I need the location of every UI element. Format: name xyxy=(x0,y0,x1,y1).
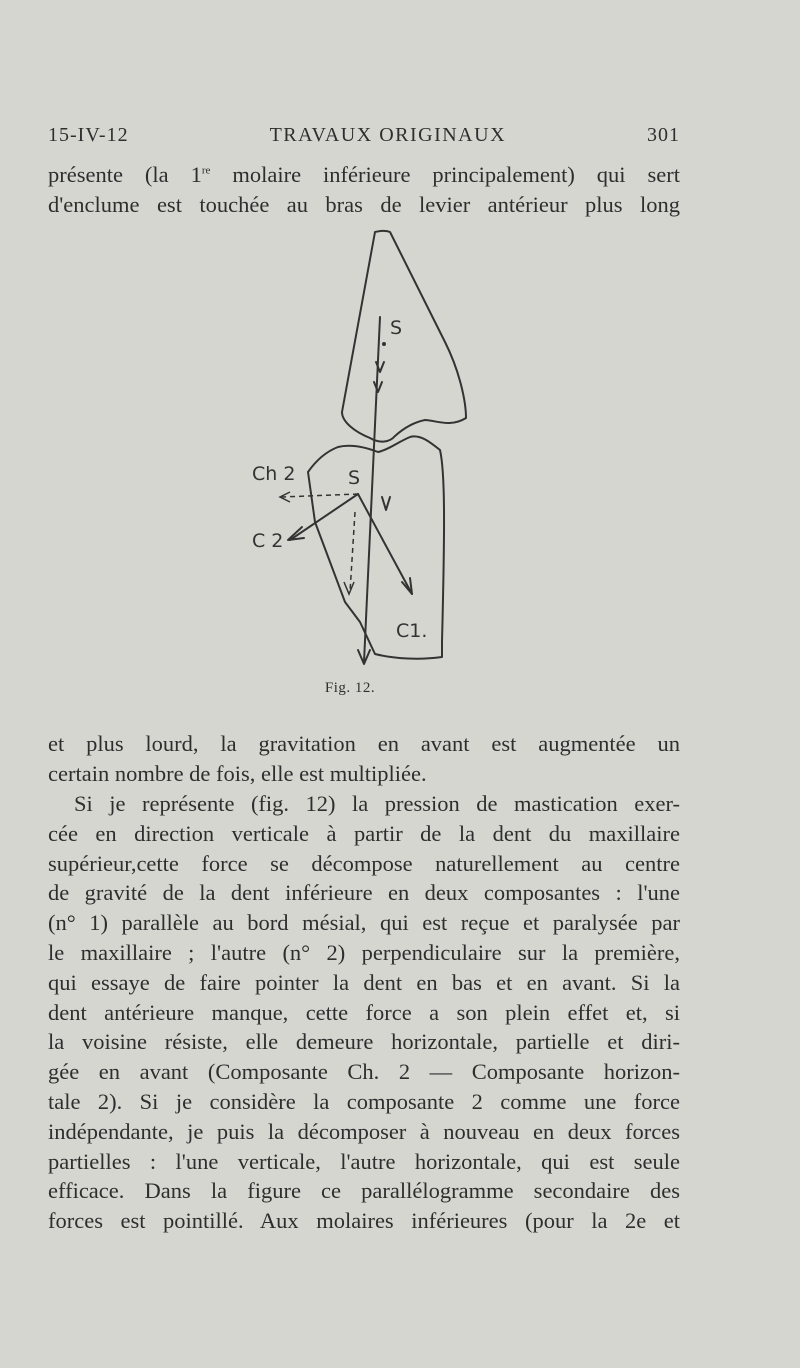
vertical-dashed-line xyxy=(350,512,355,592)
page-number: 301 xyxy=(647,124,680,146)
text-line: le maxillaire ; l'autre (n° 2) perpendiculaire sur la première, xyxy=(48,939,680,965)
figure-caption: Fig. 12. xyxy=(324,680,376,696)
body-paragraph-2 xyxy=(48,789,680,1236)
text-line: de gravité de la dent inférieure en deux composantes : l'une xyxy=(48,880,680,906)
c2-force-line xyxy=(290,494,358,540)
header-title: TRAVAUX ORIGINAUX xyxy=(269,124,507,146)
running-header xyxy=(48,124,680,147)
label-ch2: Ch 2 xyxy=(252,463,296,485)
body-paragraph-1 xyxy=(48,729,680,789)
label-c1: C1. xyxy=(396,620,428,642)
label-c2: C 2 xyxy=(252,530,284,552)
text-line: Si je représente (fig. 12) la pression de mastication exer- xyxy=(74,791,680,816)
text-line: certain nombre de fois, elle est multipliée. xyxy=(48,760,427,786)
ch2-dashed-line xyxy=(282,494,358,497)
text-line: gée en avant (Composante Ch. 2 — Composante horizon- xyxy=(48,1059,680,1085)
label-s-upper: S xyxy=(390,317,403,339)
text-line: partielles : l'une verticale, l'autre horizontale, qui est seule xyxy=(48,1148,680,1174)
text-line: indépendante, je puis la décomposer à nouveau en deux forces xyxy=(48,1118,680,1144)
text-line: présente (la 1re molaire inférieure principalement) qui sert xyxy=(48,162,680,187)
text-line: la voisine résiste, elle demeure horizontale, partielle et diri- xyxy=(48,1029,680,1055)
text-line: et plus lourd, la gravitation en avant est augmentée un xyxy=(48,731,680,756)
text-line: efficace. Dans la figure ce parallélogramme secondaire des xyxy=(48,1178,680,1204)
vertical-force-line xyxy=(364,317,380,662)
top-paragraph xyxy=(48,160,680,220)
upper-tooth-outline xyxy=(342,231,466,442)
text-line: cée en direction verticale à partir de la dent du maxillaire xyxy=(48,820,680,846)
text-line: dent antérieure manque, cette force a son plein effet et, si xyxy=(48,999,680,1025)
text-line: qui essaye de faire pointer la dent en bas et en avant. Si la xyxy=(48,969,680,995)
text-line: (n° 1) parallèle au bord mésial, qui est reçue et paralysée par xyxy=(48,910,680,936)
header-date: 15-IV-12 xyxy=(48,124,129,146)
force-diagram xyxy=(230,222,470,692)
text-line: forces est pointillé. Aux molaires inférieures (pour la 2e et xyxy=(48,1208,680,1234)
text-line: supérieur,cette force se décompose naturellement au centre xyxy=(48,850,680,876)
ordinal-superscript: re xyxy=(201,164,211,177)
label-s-lower: S xyxy=(348,467,361,489)
text-line: tale 2). Si je considère la composante 2 comme une force xyxy=(48,1088,680,1114)
text-line: d'enclume est touchée au bras de levier antérieur plus long xyxy=(48,191,680,217)
